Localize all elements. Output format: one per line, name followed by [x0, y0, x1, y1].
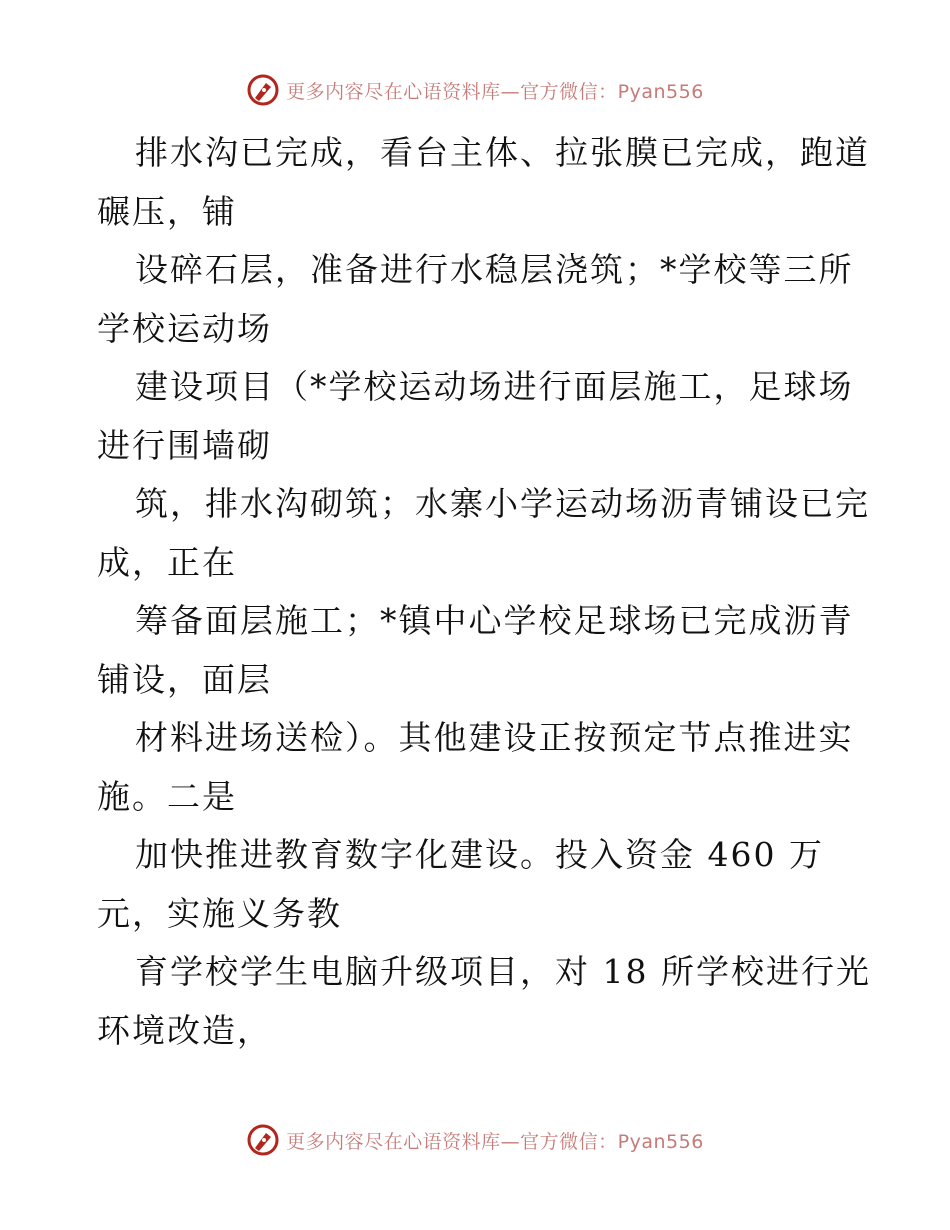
body-line: 碾压，铺 [97, 191, 237, 231]
pen-nib-logo-icon [246, 73, 280, 107]
pen-nib-logo-icon [246, 1123, 280, 1157]
document-body [97, 124, 871, 1060]
body-line: 材料进场送检）。其他建设正按预定节点推进实 [135, 718, 854, 757]
body-line: 筑，排水沟砌筑；水寨小学运动场沥青铺设已完 [135, 484, 870, 523]
footer-watermark-text: 更多内容尽在心语资料库—官方微信：Pyan556 [286, 1130, 704, 1153]
body-line: 施。二是 [97, 776, 237, 816]
body-line: 环境改造， [97, 1010, 272, 1050]
header-watermark-text: 更多内容尽在心语资料库—官方微信：Pyan556 [286, 80, 704, 103]
body-line: 学校运动场 [97, 308, 272, 348]
body-line: 元，实施义务教 [97, 893, 342, 933]
body-line: 育学校学生电脑升级项目，对 18 所学校进行光 [135, 952, 871, 991]
body-line: 加快推进教育数字化建设。投入资金 460 万 [135, 835, 824, 874]
body-line: 铺设，面层 [97, 659, 272, 699]
body-line: 设碎石层，准备进行水稳层浇筑；*学校等三所 [135, 250, 854, 289]
header-watermark [0, 70, 950, 110]
body-line: 筹备面层施工；*镇中心学校足球场已完成沥青 [135, 601, 854, 640]
body-line: 进行围墙砌 [97, 425, 272, 465]
body-line: 排水沟已完成，看台主体、拉张膜已完成，跑道 [135, 133, 870, 172]
body-line: 成，正在 [97, 542, 237, 582]
body-line: 建设项目（*学校运动场进行面层施工，足球场 [135, 367, 854, 406]
footer-watermark [0, 1120, 950, 1160]
